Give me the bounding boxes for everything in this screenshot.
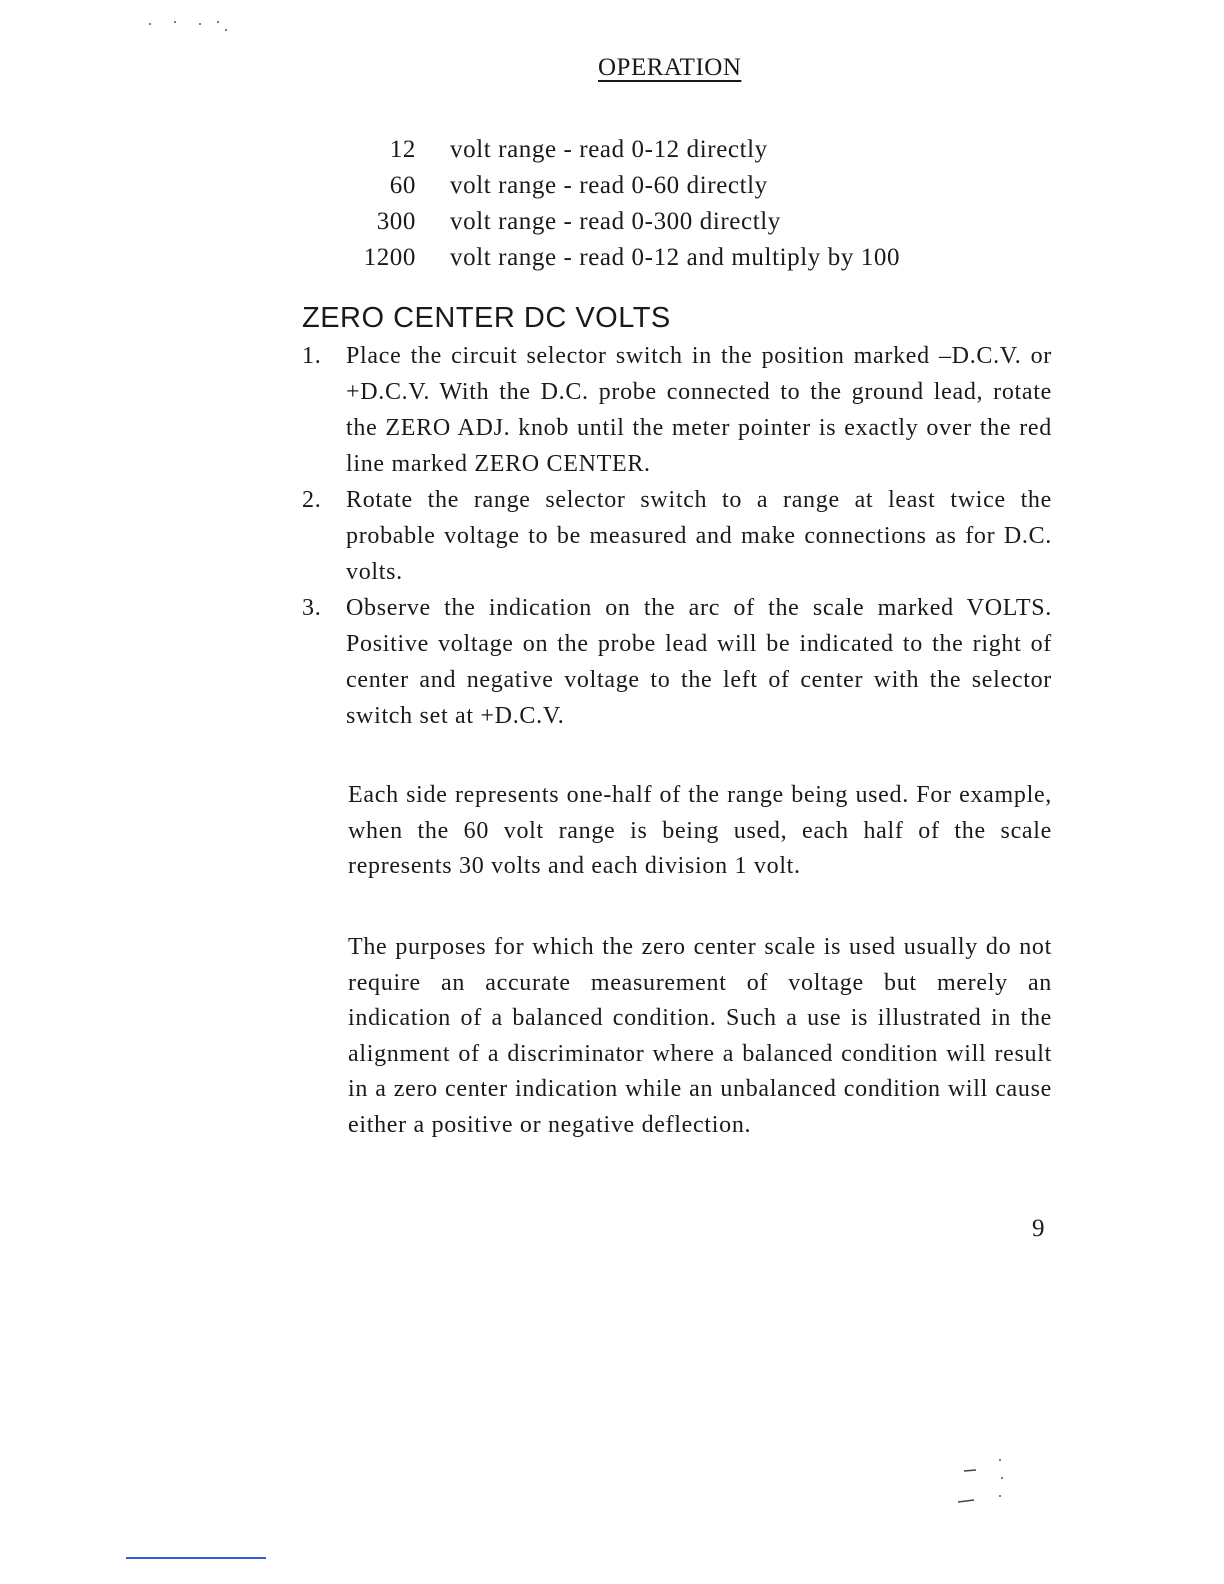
- scan-mark: [964, 1470, 976, 1471]
- step-text: Observe the indication on the arc of the scale marked VOLTS. Positive voltage on the probe lead will be indicated to the right of center and negative voltage to the left of center with the selector switch set at +D.C.V.: [346, 595, 1052, 729]
- step-number: 1.: [302, 343, 322, 369]
- section-heading: ZERO CENTER DC VOLTS: [302, 302, 671, 334]
- body-paragraph: The purposes for which the zero center scale is used usually do not require an accurate measurement of voltage but merely an indication of a balanced condition. Such a use is illustrated in the alignment of a discriminator where a balanced condition will result in a zero center indication while an unbalanced condition will cause either a positive or negative deflection.: [348, 934, 1052, 1138]
- range-value: 1200: [363, 244, 416, 271]
- scan-stroke-marks: [958, 1470, 976, 1502]
- range-description: volt range - read 0-12 and multiply by 100: [450, 244, 901, 271]
- range-description: volt range - read 0-60 directly: [450, 172, 768, 199]
- step-number: 3.: [302, 595, 322, 621]
- dust-speck: [174, 21, 176, 23]
- range-value: 300: [376, 208, 416, 235]
- dust-speck: [999, 1495, 1001, 1497]
- range-value: 60: [389, 172, 416, 199]
- dust-speck: [199, 23, 201, 25]
- range-description: volt range - read 0-12 directly: [450, 136, 768, 163]
- step-text: Place the circuit selector switch in the position marked –D.C.V. or +D.C.V. With the D.C. probe connected to the ground lead, rotate the ZERO ADJ. knob until the meter pointer is exactly over the red line marked ZERO CENTER.: [346, 343, 1052, 477]
- dust-speck: [1001, 1477, 1003, 1479]
- step-text: Rotate the range selector switch to a range at least twice the probable voltage to be measured and make connections as for D.C. volts.: [346, 487, 1052, 585]
- page-number: 9: [1032, 1215, 1045, 1242]
- dust-speck: [217, 21, 219, 23]
- dust-speck: [999, 1459, 1001, 1461]
- step-number: 2.: [302, 487, 322, 513]
- dust-speck: [225, 29, 227, 31]
- body-paragraph: Each side represents one-half of the range being used. For example, when the 60 volt range is being used, each half of the scale represents 30 volts and each division 1 volt.: [348, 782, 1052, 879]
- page-header: OPERATION: [598, 54, 742, 81]
- scan-dust-marks: [149, 21, 1003, 1497]
- range-value: 12: [389, 136, 416, 163]
- dust-speck: [149, 23, 151, 25]
- range-description: volt range - read 0-300 directly: [450, 208, 781, 235]
- scan-mark: [958, 1500, 974, 1502]
